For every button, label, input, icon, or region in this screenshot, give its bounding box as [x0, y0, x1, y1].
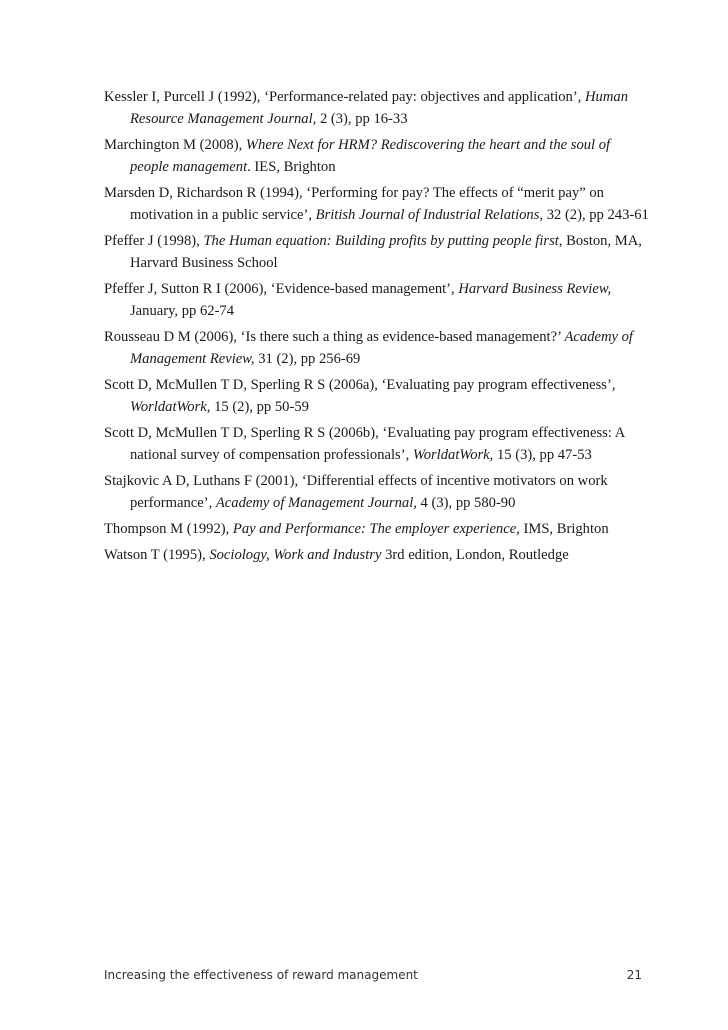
reference-italic-text: Academy of Management Journal,	[215, 495, 417, 511]
reference-entry	[104, 134, 652, 178]
reference-text: Pfeffer J (1998),	[104, 233, 204, 249]
reference-italic-text: Academy of Management Review,	[130, 329, 633, 367]
reference-text: Thompson M (1992),	[104, 521, 233, 537]
reference-text: Marchington M (2008),	[104, 137, 246, 153]
reference-text: Rousseau D M (2006), ‘Is there such a thing as evidence-based management?’	[104, 329, 565, 345]
reference-text: Stajkovic A D, Luthans F (2001), ‘Differential effects of incentive motivators on work performance’,	[104, 473, 608, 511]
reference-entry	[104, 326, 652, 370]
reference-entry	[104, 278, 652, 322]
reference-text: 3rd edition, London, Routledge	[381, 547, 569, 563]
reference-text: Pfeffer J, Sutton R I (2006), ‘Evidence-based management’,	[104, 281, 459, 297]
reference-text: , Boston, MA, Harvard Business School	[130, 233, 642, 271]
reference-entry	[104, 374, 652, 418]
reference-text: Watson T (1995),	[104, 547, 210, 563]
reference-italic-text: The Human equation: Building profits by putting people first	[203, 233, 559, 249]
reference-italic-text: Sociology, Work and Industry	[209, 547, 382, 563]
reference-text: Scott D, McMullen T D, Sperling R S (2006b), ‘Evaluating pay program effectiveness: A national survey of compensation professionals’,	[104, 425, 625, 463]
reference-text: 2 (3), pp 16-33	[316, 111, 408, 127]
reference-italic-text: WorldatWork,	[412, 447, 494, 463]
reference-text: Marsden D, Richardson R (1994), ‘Performing for pay? The effects of “merit pay” on motivation in a public service’,	[104, 185, 604, 223]
reference-italic-text: Human Resource Management Journal,	[130, 89, 628, 127]
reference-italic-text: British Journal of Industrial Relations,	[315, 207, 544, 223]
reference-text: 15 (2), pp 50-59	[210, 399, 309, 415]
reference-italic-text: Harvard Business Review,	[458, 281, 612, 297]
reference-text: January, pp 62-74	[130, 303, 235, 319]
reference-text: 32 (2), pp 243-61	[543, 207, 649, 223]
footer-title: Increasing the effectiveness of reward management	[104, 968, 418, 982]
reference-entry	[104, 422, 652, 466]
reference-entry	[104, 230, 652, 274]
reference-text: Kessler I, Purcell J (1992), ‘Performance-related pay: objectives and application’,	[104, 89, 586, 105]
reference-italic-text: Where Next for HRM? Rediscovering the heart and the soul of people management	[130, 137, 611, 175]
reference-text: 31 (2), pp 256-69	[254, 351, 361, 367]
page-footer	[104, 968, 642, 982]
reference-text: 15 (3), pp 47-53	[493, 447, 592, 463]
reference-list	[104, 86, 652, 570]
reference-text: IMS, Brighton	[519, 521, 609, 537]
page-number: 21	[626, 968, 642, 982]
reference-entry	[104, 470, 652, 514]
reference-text: 4 (3), pp 580-90	[416, 495, 516, 511]
reference-text: . IES, Brighton	[247, 159, 336, 175]
reference-text: Scott D, McMullen T D, Sperling R S (2006a), ‘Evaluating pay program effectiveness’,	[104, 377, 616, 393]
reference-italic-text: Pay and Performance: The employer experience,	[232, 521, 520, 537]
reference-entry	[104, 518, 652, 540]
reference-entry	[104, 182, 652, 226]
reference-italic-text: WorldatWork,	[130, 399, 211, 415]
reference-entry	[104, 86, 652, 130]
reference-entry	[104, 544, 652, 566]
